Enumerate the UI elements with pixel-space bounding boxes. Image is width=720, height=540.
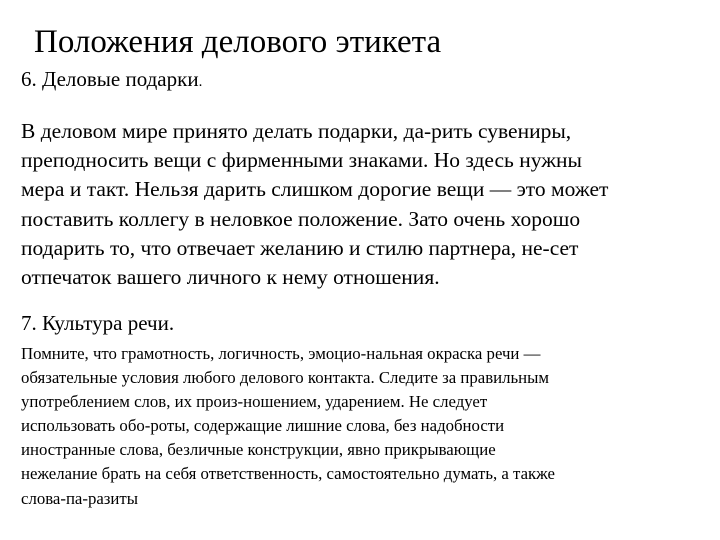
section-7-line: слова-па-разиты (21, 488, 139, 508)
section-6-body (21, 117, 711, 292)
section-7-line: обязательные условия любого делового контакта. Следите за правильным (21, 368, 550, 388)
section-7-body (21, 342, 711, 511)
slide-title: Положения делового этикета (34, 24, 442, 60)
section-7-line: употреблением слов, их произ-ношением, ударением. Не следует (21, 392, 488, 412)
section-7-line: нежелание брать на себя ответственность, самостоятельно думать, а также (21, 464, 555, 484)
section-7-line: Помните, что грамотность, логичность, эмоцио-нальная окраска речи — (21, 344, 541, 363)
section-6-heading-dot: . (198, 74, 203, 90)
section-6-heading (21, 64, 202, 97)
section-6-line: поставить коллегу в неловкое положение. Зато очень хорошо (21, 206, 581, 231)
section-6-heading-text: 6. Деловые подарки (21, 67, 199, 91)
section-6-line: подарить то, что отвечает желанию и стилю партнера, не-сет (21, 235, 579, 260)
section-7-line: иностранные слова, безличные конструкции, явно прикрывающие (21, 440, 496, 460)
section-6-line: преподносить вещи с фирменными знаками. Но здесь нужны (21, 148, 583, 173)
section-6-line: мера и такт. Нельзя дарить слишком дорогие вещи — это может (21, 177, 609, 202)
section-6-line: В деловом мире принято делать подарки, да-рить сувениры, (21, 119, 572, 143)
section-7-heading: 7. Культура речи. (21, 311, 175, 335)
section-6-line: отпечаток вашего личного к нему отношения. (21, 265, 440, 290)
section-7-line: использовать обо-роты, содержащие лишние слова, без надобности (21, 416, 505, 436)
